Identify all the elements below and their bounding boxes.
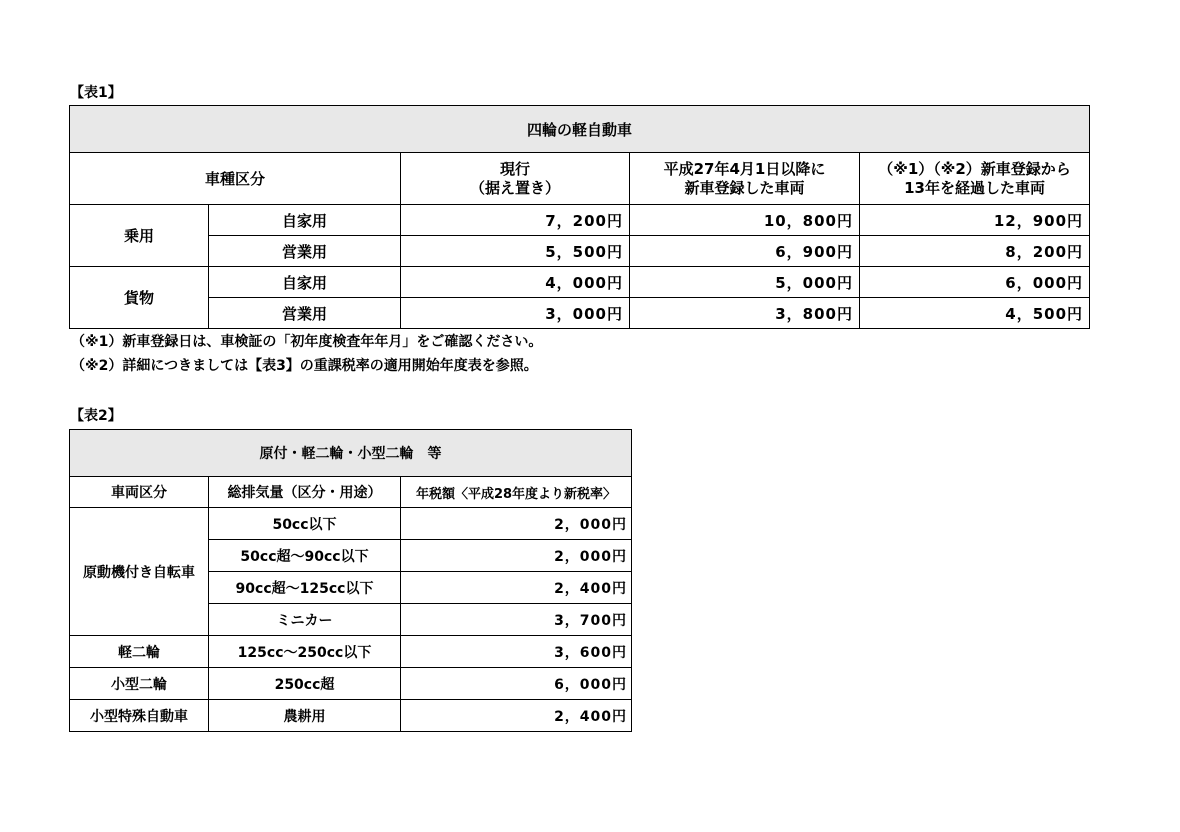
table-cell: ミニカー [209, 604, 401, 636]
table-cell: 3，600円 [401, 636, 632, 668]
motorcycle-tax-table [69, 429, 632, 732]
table-cell: 6，900円 [630, 236, 860, 267]
table-cell: 125cc～250cc以下 [209, 636, 401, 668]
table-cell: 自家用 [209, 205, 401, 236]
table-cell: 50cc超～90cc以下 [209, 540, 401, 572]
table-cell: 自家用 [209, 267, 401, 298]
table-cell: 90cc超～125cc以下 [209, 572, 401, 604]
table-cell: 12，900円 [860, 205, 1090, 236]
table-cell: 8，200円 [860, 236, 1090, 267]
group-moped: 原動機付き自転車 [70, 508, 209, 636]
table-cell: 6，000円 [401, 668, 632, 700]
table2-title: 原付・軽二輪・小型二輪 等 [70, 430, 632, 477]
table-cell: 2，400円 [401, 700, 632, 732]
table-cell: 6，000円 [860, 267, 1090, 298]
group-cargo: 貨物 [70, 267, 209, 329]
header-category: 車両区分 [70, 477, 209, 508]
note-1: （※1）新車登録日は、車検証の「初年度検査年年月」をご確認ください。 [71, 334, 543, 350]
table-cell: 4，500円 [860, 298, 1090, 329]
header-13-years: （※1）（※2）新車登録から 13年を経過した車両 [860, 153, 1090, 205]
header-annual-tax: 年税額〈平成28年度より新税率〉 [401, 477, 632, 508]
table-cell: 3，800円 [630, 298, 860, 329]
table-cell: 250cc超 [209, 668, 401, 700]
table-cell: 50cc以下 [209, 508, 401, 540]
kei-car-tax-table [69, 105, 1090, 329]
table-cell: 営業用 [209, 236, 401, 267]
table-cell: 10，800円 [630, 205, 860, 236]
table-cell: 農耕用 [209, 700, 401, 732]
table-cell: 小型二輪 [70, 668, 209, 700]
table-cell: 7，200円 [401, 205, 630, 236]
table-cell: 3，700円 [401, 604, 632, 636]
table-cell: 2，000円 [401, 540, 632, 572]
table-cell: 3，000円 [401, 298, 630, 329]
group-passenger: 乗用 [70, 205, 209, 267]
table-cell: 営業用 [209, 298, 401, 329]
table-cell: 小型特殊自動車 [70, 700, 209, 732]
table-cell: 2，000円 [401, 508, 632, 540]
table-cell: 軽二輪 [70, 636, 209, 668]
table1-label: 【表1】 [70, 85, 122, 101]
table-cell: 4，000円 [401, 267, 630, 298]
header-vehicle-type: 車種区分 [70, 153, 401, 205]
header-new-registration: 平成27年4月1日以降に 新車登録した車両 [630, 153, 860, 205]
note-2: （※2）詳細につきましては【表3】の重課税率の適用開始年度表を参照。 [71, 358, 538, 374]
header-current: 現行 （据え置き） [401, 153, 630, 205]
table-cell: 5，500円 [401, 236, 630, 267]
table-cell: 2，400円 [401, 572, 632, 604]
table2-label: 【表2】 [70, 408, 122, 424]
header-displacement: 総排気量（区分・用途） [209, 477, 401, 508]
table-cell: 5，000円 [630, 267, 860, 298]
table1-title: 四輪の軽自動車 [70, 106, 1090, 153]
